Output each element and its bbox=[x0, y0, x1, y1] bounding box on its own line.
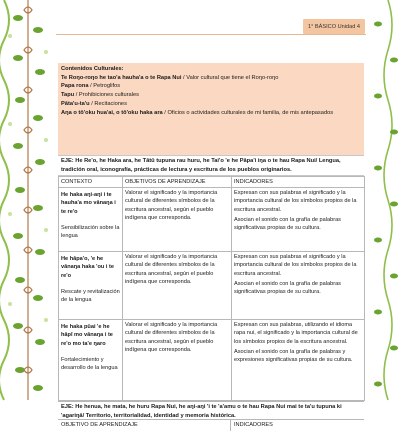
context-title: He haka pūai 'e he hāpī mo vānaŋa i te re'o mo ta'e ŋaro bbox=[61, 324, 113, 347]
indicator-text: Expresan con sus palabras el significado y la importancia cultural de los símbolos propios de la escritura ancestral. bbox=[234, 254, 357, 277]
indicator-text: Expresan con sus palabras el significado y la importancia cultural de los símbolos propios de la escritura ancestral. bbox=[234, 190, 357, 213]
axis-heading: EJE: He Re'o, he Haka ara, he Tātū tupuna rau huru, he Tai'o 'e he Pāpa'i iŋa o te hau Rapa Nui/ Lengua, tradición oral, iconografía, prácticas de lectura y escritura de los pueblos originarios. bbox=[58, 155, 364, 176]
indicators-cell bbox=[232, 320, 365, 401]
indicator-text: Expresan con sus palabras, utilizando el idioma rapa nui, el significado y la importancia cultural de los símbolos propios de la escritura ancestral. bbox=[234, 322, 358, 345]
context-subtitle: Fortalecimiento y desarrollo de la lengua bbox=[61, 356, 118, 372]
table-row bbox=[59, 188, 365, 252]
bottom-header-objective: OBJETIVO DE APRENDIZAJE bbox=[58, 420, 231, 431]
bottom-header-indicators: INDICADORES bbox=[234, 422, 273, 429]
objective-cell: Valorar el significado y la importancia cultural de diferentes símbolos de la escritura ancestral, según el pueblo indígena que corresponda. bbox=[123, 188, 232, 252]
indicator-text: Asocian el sonido con la grafía de palabras significativas propias de su cultura. bbox=[234, 280, 341, 296]
context-cell bbox=[59, 320, 123, 401]
indicators-cell bbox=[232, 188, 365, 252]
table-header-row bbox=[59, 177, 365, 188]
column-header-indicators: INDICADORES bbox=[232, 177, 365, 188]
decorative-border-right bbox=[366, 0, 400, 400]
cultural-content-line: Pāta'u-ta'u / Recitaciones bbox=[61, 100, 127, 107]
column-header-objectives: OBJETIVOS DE APRENDIZAJE bbox=[123, 177, 232, 188]
decorative-border-left bbox=[0, 0, 56, 400]
column-header-context: CONTEXTO bbox=[59, 177, 123, 188]
indicator-text: Asocian el sonido con la grafía de palabras significativas propias de su cultura. bbox=[234, 216, 341, 232]
table-row bbox=[59, 252, 365, 320]
bottom-header-row bbox=[58, 420, 364, 431]
cultural-content-line: Papa rona / Petroglifos bbox=[61, 83, 121, 90]
indicator-text: Asocian el sonido con la grafía de palabras y expresiones significativas propias de su cultura. bbox=[234, 348, 353, 364]
context-subtitle: Rescate y revitalización de la lengua bbox=[61, 288, 120, 304]
context-cell bbox=[59, 252, 123, 320]
cultural-content-line: Tapu / Prohibiciones culturales bbox=[61, 92, 139, 99]
context-subtitle: Sensibilización sobre la lengua bbox=[61, 224, 120, 240]
learning-objectives-table bbox=[58, 176, 365, 401]
cultural-contents-title: Contenidos Culturales: bbox=[61, 66, 124, 72]
objective-cell: Valorar el significado y la importancia cultural de diferentes símbolos de la escritura ancestral, según el pueblo indígena que corresponda. bbox=[123, 320, 232, 401]
context-title: He hāpa'o, 'e he vānaŋa haka 'ou i te re'o bbox=[61, 256, 114, 279]
grade-unit-tab: 1° BÁSICO Unidad 4 bbox=[303, 19, 365, 34]
cultural-content-line: Te Roŋo-roŋo he tao'a hauha'a o te Rapa Nui / Valor cultural que tiene el Roŋo-roŋo bbox=[61, 74, 279, 81]
objective-cell: Valorar el significado y la importancia cultural de diferentes símbolos de la escritura ancestral, según el pueblo indígena que corresponda. bbox=[123, 252, 232, 320]
cultural-contents-box bbox=[58, 63, 364, 155]
indicators-cell bbox=[232, 252, 365, 320]
table-row bbox=[59, 320, 365, 401]
header-divider bbox=[56, 34, 366, 35]
context-title: He haka aŋi-aŋi i te hauha'a mo vānaŋa i te re'o bbox=[61, 192, 116, 215]
context-cell bbox=[59, 188, 123, 252]
lesson-content bbox=[58, 63, 364, 431]
cultural-content-line: Aŋa o tō'oku hua'ai, o tō'oku haka ara / Oficios o actividades culturales de mi familia, de mis antepasados bbox=[61, 109, 334, 116]
axis-heading-territory: EJE: He henua, he mata, he huru Rapa Nui, he aŋi-aŋi 'i te 'a'amu o te hau Rapa Nui mai te ta'u tupuna ki 'agariŋā/ Territorio, territorialidad, identidad y memoria histórica. bbox=[58, 401, 364, 420]
